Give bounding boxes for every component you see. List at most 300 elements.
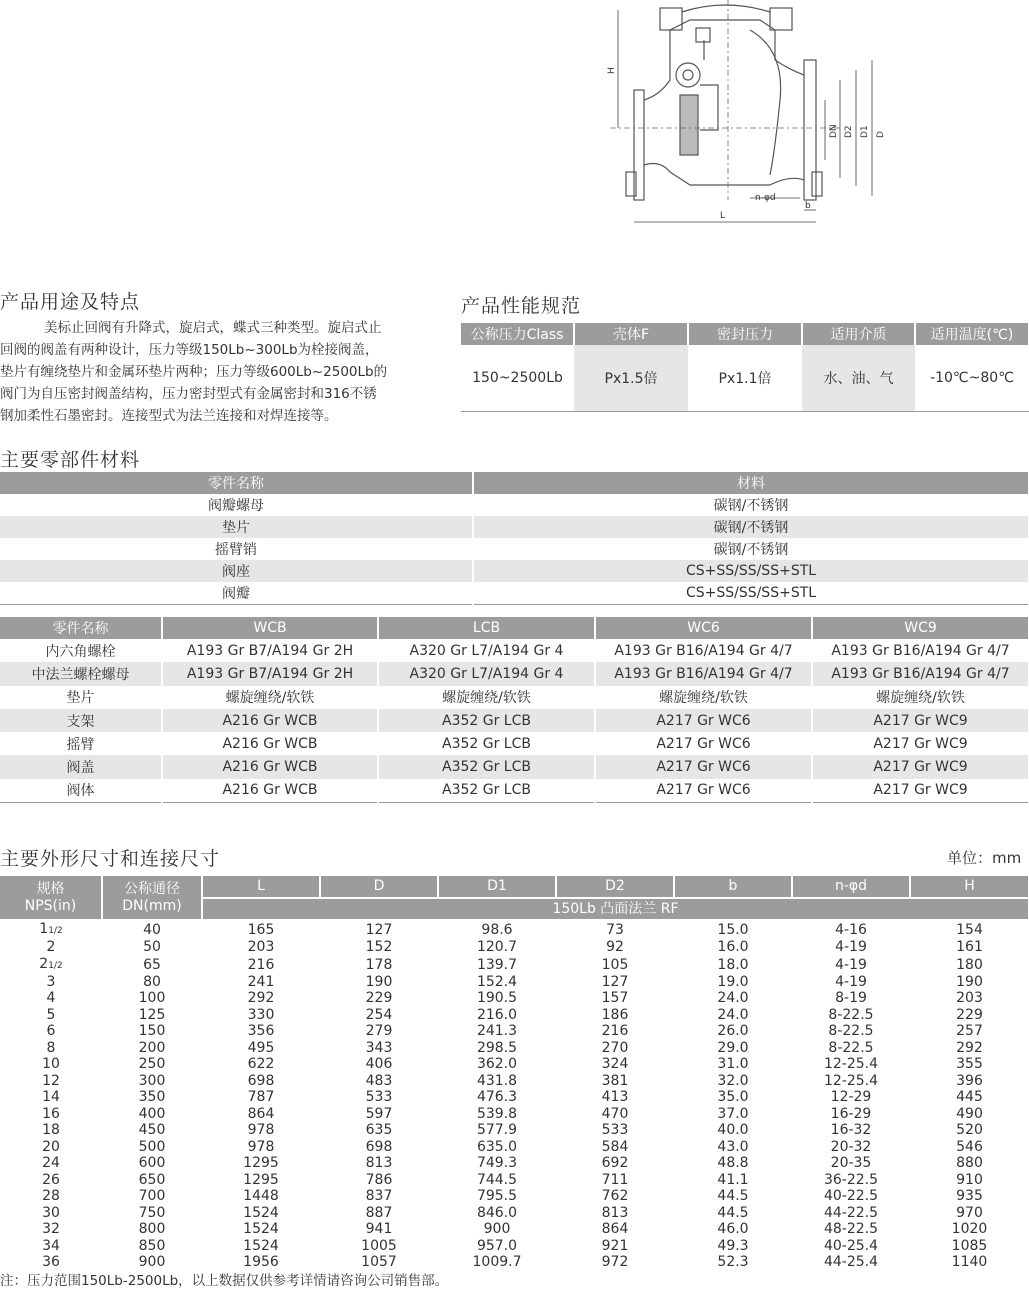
dimension-cell: 1295 (243, 1155, 279, 1172)
dimension-cell: 190.5 (476, 990, 518, 1007)
dimension-cell: 850 (138, 1237, 166, 1254)
grade-material: A352 Gr LCB (378, 755, 595, 778)
dimension-cell: 941 (365, 1221, 393, 1238)
table-row (0, 709, 1029, 732)
dimension-cell: 396 (956, 1072, 983, 1089)
dimension-cell: 698 (247, 1072, 275, 1089)
grade-material: 螺旋缠绕/软铁 (595, 686, 812, 709)
nps-cell: 3 (46, 973, 56, 990)
dimension-cell: 279 (365, 1023, 393, 1040)
nps-cell: 14 (42, 1089, 60, 1106)
grade-material: 螺旋缠绕/软铁 (162, 686, 378, 709)
nps-fraction: 1/2 (48, 960, 63, 971)
table-row (0, 1155, 1029, 1172)
dimension-cell: 355 (956, 1056, 983, 1073)
part-name: 阀体 (0, 779, 162, 803)
dimension-cell: 700 (138, 1188, 166, 1205)
dimension-cell: 762 (601, 1188, 629, 1205)
table-row (0, 1023, 1029, 1040)
dimension-cell: 692 (601, 1155, 629, 1172)
table-row (0, 1172, 1029, 1189)
dimension-cell: 49.3 (717, 1237, 749, 1254)
grade-material: A320 Gr L7/A194 Gr 4 (378, 639, 595, 662)
dimension-cell: 1448 (243, 1188, 279, 1205)
dimension-cell: 4-19 (835, 956, 867, 973)
dimension-cell: 900 (138, 1254, 166, 1271)
dimension-cell: 165 (247, 922, 275, 938)
table-row (0, 538, 1029, 560)
grade-header: WC6 (595, 617, 812, 639)
nps-cell: 16 (42, 1105, 60, 1122)
grade-material: A193 Gr B16/A194 Gr 4/7 (595, 639, 812, 662)
dimension-cell: 935 (956, 1188, 983, 1205)
table-row (0, 1056, 1029, 1073)
dim-label-d2: D2 (844, 125, 854, 138)
dimension-cell: 292 (247, 990, 275, 1007)
dimension-cell: 154 (956, 922, 983, 938)
grade-material: A217 Gr WC6 (595, 709, 812, 732)
part-name: 阀瓣螺母 (0, 494, 473, 516)
dimension-cell: 4-19 (835, 939, 867, 956)
usage-line: 回阀的阀盖有两种设计，压力等级150Lb~300Lb为栓接阀盖， (0, 342, 379, 358)
dimension-cell: 52.3 (717, 1254, 749, 1271)
dimension-cell: 800 (138, 1221, 166, 1238)
dimension-cell: 16.0 (717, 939, 749, 956)
table-row (0, 755, 1029, 778)
dimension-cell: 584 (601, 1138, 629, 1155)
perf-header: 公称压力Class (461, 323, 574, 345)
part-name: 支架 (0, 709, 162, 732)
grade-material: A193 Gr B16/A194 Gr 4/7 (812, 662, 1029, 685)
dimension-cell: 431.8 (476, 1072, 518, 1089)
dimension-cell: 100 (138, 990, 166, 1007)
part-name: 阀盖 (0, 755, 162, 778)
dimension-cell: 533 (601, 1122, 629, 1139)
table-row (0, 1221, 1029, 1238)
dim-label-dn: DN (829, 124, 839, 138)
dimension-cell: 48-22.5 (823, 1221, 879, 1238)
dimension-cell: 292 (956, 1039, 983, 1056)
dimension-cell: 476.3 (476, 1089, 518, 1106)
nps-cell (0, 956, 102, 974)
dimension-cell: 8-22.5 (828, 1039, 874, 1056)
nps-cell: 8 (46, 1039, 56, 1056)
dim-col-header: b (674, 876, 792, 898)
dimension-cell: 813 (601, 1204, 629, 1221)
dimension-cell: 46.0 (717, 1221, 749, 1238)
dimension-cell: 837 (365, 1188, 393, 1205)
nps-cell: 2 (46, 939, 56, 956)
table-row (0, 494, 1029, 516)
table-row (0, 516, 1029, 538)
table-row (0, 1007, 1029, 1024)
part-name: 阀座 (0, 560, 473, 582)
dimension-cell: 241.3 (476, 1023, 518, 1040)
dimension-cell: 500 (138, 1138, 166, 1155)
dimension-cell: 744.5 (476, 1171, 518, 1188)
grade-material: A352 Gr LCB (378, 732, 595, 755)
part-name: 垫片 (0, 516, 473, 538)
dimension-cell: 4-19 (835, 973, 867, 990)
table-row (0, 582, 1029, 605)
flange-subheader: 150Lb 凸面法兰 RF (202, 898, 1029, 920)
dimension-cell: 1956 (243, 1254, 279, 1271)
dimension-cell: 44-25.4 (823, 1254, 879, 1271)
part-name: 中法兰螺栓螺母 (0, 662, 162, 685)
table-row (0, 639, 1029, 662)
grade-material: A217 Gr WC9 (812, 755, 1029, 778)
grade-material: 螺旋缠绕/软铁 (378, 686, 595, 709)
nps-cell: 10 (42, 1056, 60, 1073)
perf-header: 壳体F (574, 323, 688, 345)
dimension-cell: 26.0 (717, 1023, 749, 1040)
part-material: CS+SS/SS/SS+STL (473, 560, 1029, 582)
dimension-cell: 31.0 (717, 1056, 749, 1073)
dimension-cell: 36-22.5 (823, 1171, 879, 1188)
nps-cell: 4 (46, 990, 56, 1007)
part-name: 摇臂 (0, 732, 162, 755)
table-row (0, 974, 1029, 991)
dimension-cell: 300 (138, 1072, 166, 1089)
grade-material: 螺旋缠绕/软铁 (812, 686, 1029, 709)
dim-label-l: L (720, 211, 726, 221)
dimension-cell: 127 (365, 922, 393, 938)
dimension-cell: 15.0 (717, 922, 749, 938)
dimension-cell: 157 (601, 990, 629, 1007)
grade-material: A216 Gr WCB (162, 755, 378, 778)
grade-header: WCB (162, 617, 378, 639)
grade-material: A217 Gr WC6 (595, 732, 812, 755)
dimension-cell: 37.0 (717, 1105, 749, 1122)
table-row (0, 1106, 1029, 1123)
dimension-cell: 190 (365, 973, 393, 990)
unit-label: 单位：mm (947, 849, 1022, 867)
dimension-cell: 795.5 (476, 1188, 518, 1205)
dimension-cell: 577.9 (476, 1122, 518, 1139)
grade-material: A193 Gr B7/A194 Gr 2H (162, 639, 378, 662)
dimension-cell: 650 (138, 1171, 166, 1188)
dimension-cell: 203 (956, 990, 983, 1007)
dimension-cell: 12-29 (830, 1089, 872, 1106)
part-name: 摇臂销 (0, 538, 473, 560)
dimension-cell: 216.0 (476, 1006, 518, 1023)
dimension-cell: 40-22.5 (823, 1188, 879, 1205)
nps-cell: 5 (46, 1006, 56, 1023)
dimension-cell: 98.6 (481, 922, 513, 938)
dimension-cell: 8-22.5 (828, 1006, 874, 1023)
dimension-cell: 1085 (951, 1237, 988, 1254)
spec-header (0, 876, 102, 920)
dimension-cell: 200 (138, 1039, 166, 1056)
table-row (0, 779, 1029, 803)
materials-title: 主要零部件材料 (0, 449, 141, 471)
dimension-cell: 350 (138, 1089, 166, 1106)
dimension-cell: 270 (601, 1039, 629, 1056)
dimension-cell: 139.7 (476, 956, 518, 973)
dim-col-header: D1 (438, 876, 556, 898)
valve-drawing (600, 0, 890, 232)
dimension-cell: 150 (138, 1023, 166, 1040)
dimension-cell: 44.5 (717, 1204, 749, 1221)
usage-description (0, 317, 445, 427)
dim-label-b: b (805, 201, 811, 211)
dimension-cell: 324 (601, 1056, 629, 1073)
dimension-cell: 190 (956, 973, 983, 990)
usage-title: 产品用途及特点 (0, 291, 141, 313)
dimension-cell: 356 (247, 1023, 275, 1040)
nps-whole: 2 (39, 955, 49, 972)
dimension-cell: 161 (956, 939, 983, 956)
nps-cell: 12 (42, 1072, 60, 1089)
dimension-cell: 533 (365, 1089, 393, 1106)
dimension-cell: 470 (601, 1105, 629, 1122)
dimension-cell: 4-16 (835, 922, 867, 938)
dimension-cell: 19.0 (717, 973, 749, 990)
dimension-cell: 546 (956, 1138, 983, 1155)
grade-material: A217 Gr WC9 (812, 709, 1029, 732)
table-row (0, 560, 1029, 582)
dimension-cell: 254 (365, 1006, 393, 1023)
grade-material: A216 Gr WCB (162, 779, 378, 803)
dimension-cell: 520 (956, 1122, 983, 1139)
part-material: 碳钢/不锈钢 (473, 494, 1029, 516)
dimension-cell: 846.0 (476, 1204, 518, 1221)
dimension-cell: 203 (247, 939, 275, 956)
dim-label-d: D (876, 131, 886, 138)
dimension-cell: 29.0 (717, 1039, 749, 1056)
nps-cell: 34 (42, 1237, 60, 1254)
spec-header-label: 规格 (36, 880, 65, 897)
nps-cell: 18 (42, 1122, 60, 1139)
dimensions-title: 主要外形尺寸和连接尺寸 (0, 848, 221, 870)
materials-header: 材料 (473, 472, 1029, 494)
nps-cell: 30 (42, 1204, 60, 1221)
dimension-cell: 24.0 (717, 990, 749, 1007)
footnote: 注：压力范围150Lb-2500Lb，以上数据仅供参考详情请咨询公司销售部。 (0, 1273, 449, 1289)
dimension-cell: 1140 (951, 1254, 988, 1271)
dimension-cell: 180 (956, 956, 983, 973)
dimension-cell: 18.0 (717, 956, 749, 973)
dimension-cell: 539.8 (476, 1105, 518, 1122)
nps-header-label: NPS(in) (24, 897, 77, 914)
table-row (0, 1139, 1029, 1156)
grade-material: A217 Gr WC6 (595, 755, 812, 778)
nps-whole: 1 (39, 921, 49, 937)
dimension-cell: 1057 (361, 1254, 397, 1271)
dimension-cell: 24.0 (717, 1006, 749, 1023)
dimension-cell: 48.8 (717, 1155, 749, 1172)
materials-table (0, 472, 1029, 605)
perf-cell: 150~2500Lb (472, 370, 563, 386)
dimension-cell: 957.0 (476, 1237, 518, 1254)
dim-col-header: H (910, 876, 1029, 898)
dimension-cell: 445 (956, 1089, 983, 1106)
part-name: 阀瓣 (0, 582, 473, 605)
grade-material: A193 Gr B7/A194 Gr 2H (162, 662, 378, 685)
dimension-cell: 910 (956, 1171, 983, 1188)
dimension-cell: 216 (601, 1023, 629, 1040)
table-row (0, 939, 1029, 956)
nominal-header (102, 876, 202, 920)
dimension-cell: 127 (601, 973, 629, 990)
dimension-cell: 978 (247, 1122, 275, 1139)
grade-material: A216 Gr WCB (162, 709, 378, 732)
dimension-cell: 241 (247, 973, 275, 990)
dimension-cell: 413 (601, 1089, 629, 1106)
dimension-cell: 381 (601, 1072, 629, 1089)
dimension-cell: 864 (247, 1105, 275, 1122)
grade-header: LCB (378, 617, 595, 639)
dimension-cell: 250 (138, 1056, 166, 1073)
dimension-cell: 880 (956, 1155, 983, 1172)
dimension-cell: 44-22.5 (823, 1204, 879, 1221)
table-row (0, 1122, 1029, 1139)
table-row (0, 686, 1029, 709)
dimension-cell: 40 (143, 922, 161, 938)
dimension-cell: 298.5 (476, 1039, 518, 1056)
dimension-cell: 40.0 (717, 1122, 749, 1139)
part-material: 碳钢/不锈钢 (473, 516, 1029, 538)
dimension-cell: 483 (365, 1072, 393, 1089)
dimension-cell: 216 (247, 956, 275, 973)
dimension-cell: 1295 (243, 1171, 279, 1188)
dimension-cell: 152.4 (476, 973, 518, 990)
dimension-cell: 1524 (243, 1204, 279, 1221)
dimension-cell: 43.0 (717, 1138, 749, 1155)
dimension-cell: 698 (365, 1138, 393, 1155)
dimension-cell: 44.5 (717, 1188, 749, 1205)
dimension-cell: 73 (606, 922, 624, 938)
dim-label-d1: D1 (860, 125, 870, 138)
table-row (0, 1040, 1029, 1057)
dimension-cell: 65 (143, 956, 161, 973)
dimension-cell: 1005 (361, 1237, 397, 1254)
dimension-cell: 970 (956, 1204, 983, 1221)
dim-col-header: n-φd (792, 876, 910, 898)
dimension-cell: 16-29 (830, 1105, 872, 1122)
dimension-cell: 12-25.4 (823, 1072, 879, 1089)
nps-cell: 24 (42, 1155, 60, 1172)
dimension-cell: 813 (365, 1155, 393, 1172)
perf-cell: 水、油、气 (802, 345, 915, 412)
dimension-cell: 864 (601, 1221, 629, 1238)
dimension-cell: 400 (138, 1105, 166, 1122)
grade-material: A352 Gr LCB (378, 709, 595, 732)
part-name: 垫片 (0, 686, 162, 709)
dimension-cell: 41.1 (717, 1171, 749, 1188)
dimension-cell: 1524 (243, 1221, 279, 1238)
dimension-cell: 257 (956, 1023, 983, 1040)
usage-line: 美标止回阀有升降式，旋启式，蝶式三种类型。旋启式止 (44, 320, 382, 336)
usage-line: 钢加柔性石墨密封。连接型式为法兰连接和对焊连接等。 (0, 408, 338, 424)
performance-table (461, 323, 1029, 412)
dimension-cell: 622 (247, 1056, 275, 1073)
grade-header: 零件名称 (0, 617, 162, 639)
dimension-cell: 20-32 (830, 1138, 872, 1155)
dimension-cell: 1524 (243, 1237, 279, 1254)
nps-cell: 6 (46, 1023, 56, 1040)
dimension-cell: 20-35 (830, 1155, 872, 1172)
dimension-cell: 330 (247, 1006, 275, 1023)
dimension-cell: 186 (601, 1006, 629, 1023)
part-material: CS+SS/SS/SS+STL (473, 582, 1029, 605)
dim-label-h: H (607, 67, 617, 74)
dimension-cell: 1009.7 (472, 1254, 522, 1271)
dimension-cell: 8-19 (835, 990, 867, 1007)
dimension-cell: 787 (247, 1089, 275, 1106)
dimension-cell: 105 (601, 956, 629, 973)
dimension-cell: 125 (138, 1006, 166, 1023)
dimension-cell: 635 (365, 1122, 393, 1139)
nps-fraction: 1/2 (48, 926, 63, 936)
dimension-cell: 16-32 (830, 1122, 872, 1139)
dimension-cell: 711 (601, 1171, 629, 1188)
dimension-cell: 921 (601, 1237, 629, 1254)
part-material: 碳钢/不锈钢 (473, 538, 1029, 560)
grade-material: A216 Gr WCB (162, 732, 378, 755)
nominal-header-label: 公称通径 (124, 880, 180, 897)
materials-grade-table (0, 617, 1029, 803)
nps-cell: 36 (42, 1254, 60, 1271)
perf-header: 密封压力 (688, 323, 802, 345)
dimension-cell: 40-25.4 (823, 1237, 879, 1254)
table-row (0, 956, 1029, 974)
dim-col-header: D2 (556, 876, 674, 898)
dimension-cell: 495 (247, 1039, 275, 1056)
dim-col-header: D (320, 876, 438, 898)
dimension-cell: 597 (365, 1105, 393, 1122)
nps-cell (0, 920, 102, 939)
grade-material: A320 Gr L7/A194 Gr 4 (378, 662, 595, 685)
dimension-cell: 152 (365, 939, 393, 956)
table-row (0, 1205, 1029, 1222)
dimension-cell: 750 (138, 1204, 166, 1221)
grade-material: A217 Gr WC6 (595, 779, 812, 803)
grade-material: A352 Gr LCB (378, 779, 595, 803)
perf-header: 适用温度(℃) (915, 323, 1029, 345)
grade-material: A193 Gr B16/A194 Gr 4/7 (812, 639, 1029, 662)
dimension-cell: 80 (143, 973, 161, 990)
dimension-cell: 749.3 (476, 1155, 518, 1172)
nps-cell: 32 (42, 1221, 60, 1238)
dim-col-header: L (202, 876, 320, 898)
perf-header: 适用介质 (802, 323, 915, 345)
dimension-cell: 978 (247, 1138, 275, 1155)
dimension-cell: 32.0 (717, 1072, 749, 1089)
dimension-cell: 35.0 (717, 1089, 749, 1106)
dimension-cell: 120.7 (476, 939, 518, 956)
grade-header: WC9 (812, 617, 1029, 639)
table-row (0, 1238, 1029, 1255)
dimension-cell: 92 (606, 939, 624, 956)
part-name: 内六角螺栓 (0, 639, 162, 662)
dimension-cell: 887 (365, 1204, 393, 1221)
dimension-cell: 229 (956, 1006, 983, 1023)
grade-material: A217 Gr WC9 (812, 779, 1029, 803)
dimension-cell: 343 (365, 1039, 393, 1056)
nps-cell: 20 (42, 1138, 60, 1155)
table-row (0, 732, 1029, 755)
dimension-cell: 12-25.4 (823, 1056, 879, 1073)
table-row (0, 662, 1029, 685)
dimension-cell: 50 (143, 939, 161, 956)
perf-cell: -10℃~80℃ (930, 370, 1014, 386)
table-row (0, 990, 1029, 1007)
dimension-cell: 362.0 (476, 1056, 518, 1073)
usage-line: 垫片有缠绕垫片和金属环垫片两种；压力等级600Lb~2500Lb的 (0, 364, 388, 380)
dim-label-n-phid: n-φd (755, 193, 776, 203)
performance-title: 产品性能规范 (461, 295, 582, 317)
